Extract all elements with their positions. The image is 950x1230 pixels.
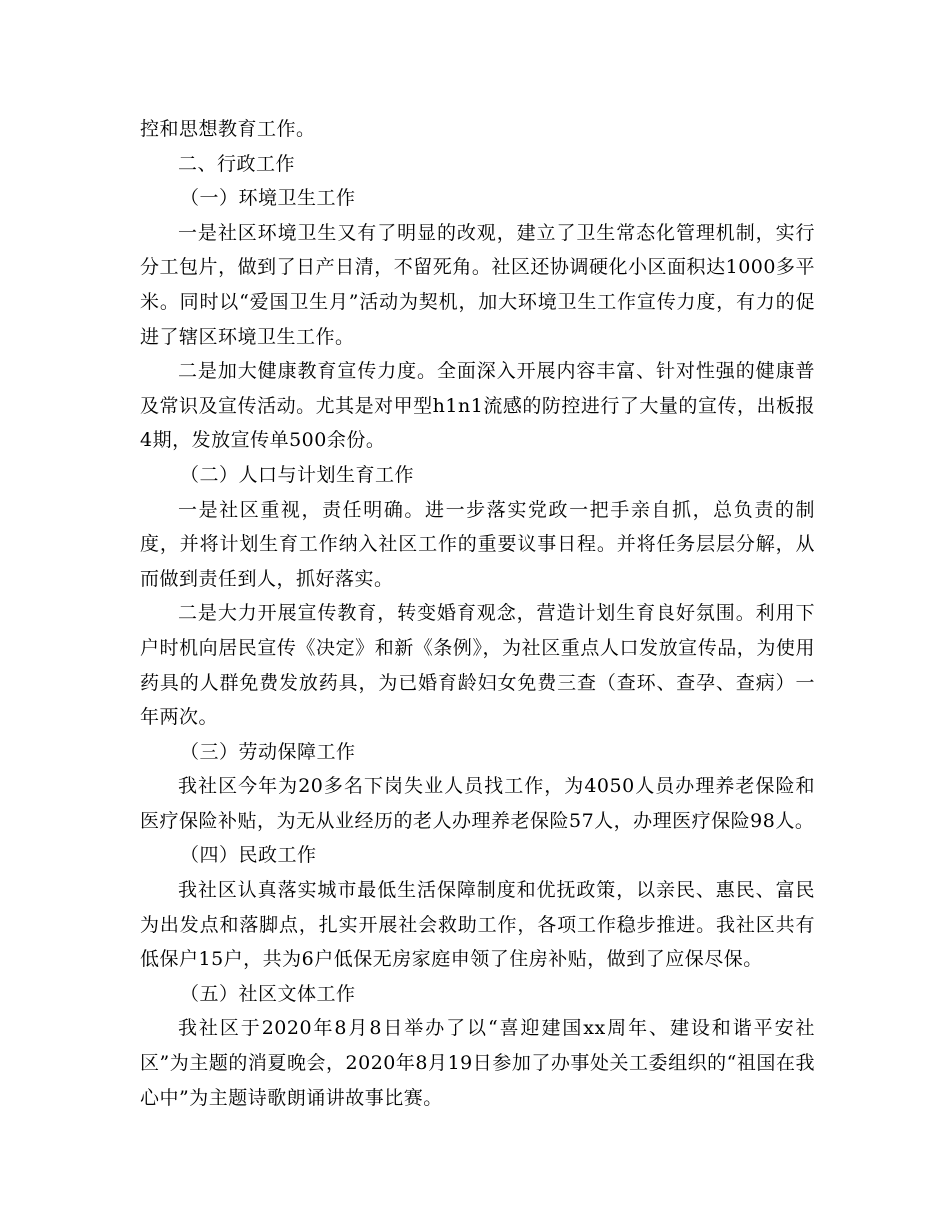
subsection-heading-environmental-sanitation: （一）环境卫生工作 — [180, 187, 356, 210]
paragraph-sanitation-1: 一是社区环境卫生又有了明显的改观，建立了卫生常态化管理机制，实行分工包片，做到了日产日清，不留死角。社区还协调硬化小区面积达1000多平米。同时以“爱国卫生月”活动为契机，加大环境卫生工作宣传力度，有力的促进了辖区环境卫生工作。 — [140, 221, 815, 348]
section-heading-administrative-work: 二、行政工作 — [178, 152, 296, 175]
subsection-heading-culture-sports: （五）社区文体工作 — [180, 982, 356, 1005]
document-body — [140, 112, 815, 1115]
paragraph-sanitation-2: 二是加大健康教育宣传力度。全面深入开展内容丰富、针对性强的健康普及常识及宣传活动。尤其是对甲型h1n1流感的防控进行了大量的宣传，出板报4期，发放宣传单500余份。 — [140, 360, 815, 452]
subsection-heading-family-planning: （二）人口与计划生育工作 — [180, 463, 415, 486]
paragraph-civil-affairs: 我社区认真落实城市最低生活保障制度和优抚政策，以亲民、惠民、富民为出发点和落脚点，扎实开展社会救助工作，各项工作稳步推进。我社区共有低保户15户，共为6户低保无房家庭申领了住房补贴，做到了应保尽保。 — [140, 879, 815, 971]
paragraph-continuation: 控和思想教育工作。 — [140, 118, 316, 140]
paragraph-culture-sports: 我社区于2020年8月8日举办了以“喜迎建国xx周年、建设和谐平安社区”为主题的消夏晚会，2020年8月19日参加了办事处关工委组织的“祖国在我心中”为主题诗歌朗诵讲故事比赛。 — [140, 1017, 815, 1109]
subsection-heading-labor-security: （三）劳动保障工作 — [180, 740, 356, 763]
subsection-heading-civil-affairs: （四）民政工作 — [180, 844, 317, 867]
paragraph-labor-security: 我社区今年为20多名下岗失业人员找工作，为4050人员办理养老保险和医疗保险补贴，为无从业经历的老人办理养老保险57人，办理医疗保险98人。 — [140, 775, 815, 832]
paragraph-family-planning-2: 二是大力开展宣传教育，转变婚育观念，营造计划生育良好氛围。利用下户时机向居民宣传《决定》和新《条例》，为社区重点人口发放宣传品，为使用药具的人群免费发放药具，为已婚育龄妇女免费三查（查环、查孕、查病）一年两次。 — [140, 602, 815, 729]
paragraph-family-planning-1: 一是社区重视，责任明确。进一步落实党政一把手亲自抓，总负责的制度，并将计划生育工作纳入社区工作的重要议事日程。并将任务层层分解，从而做到责任到人，抓好落实。 — [140, 498, 815, 590]
